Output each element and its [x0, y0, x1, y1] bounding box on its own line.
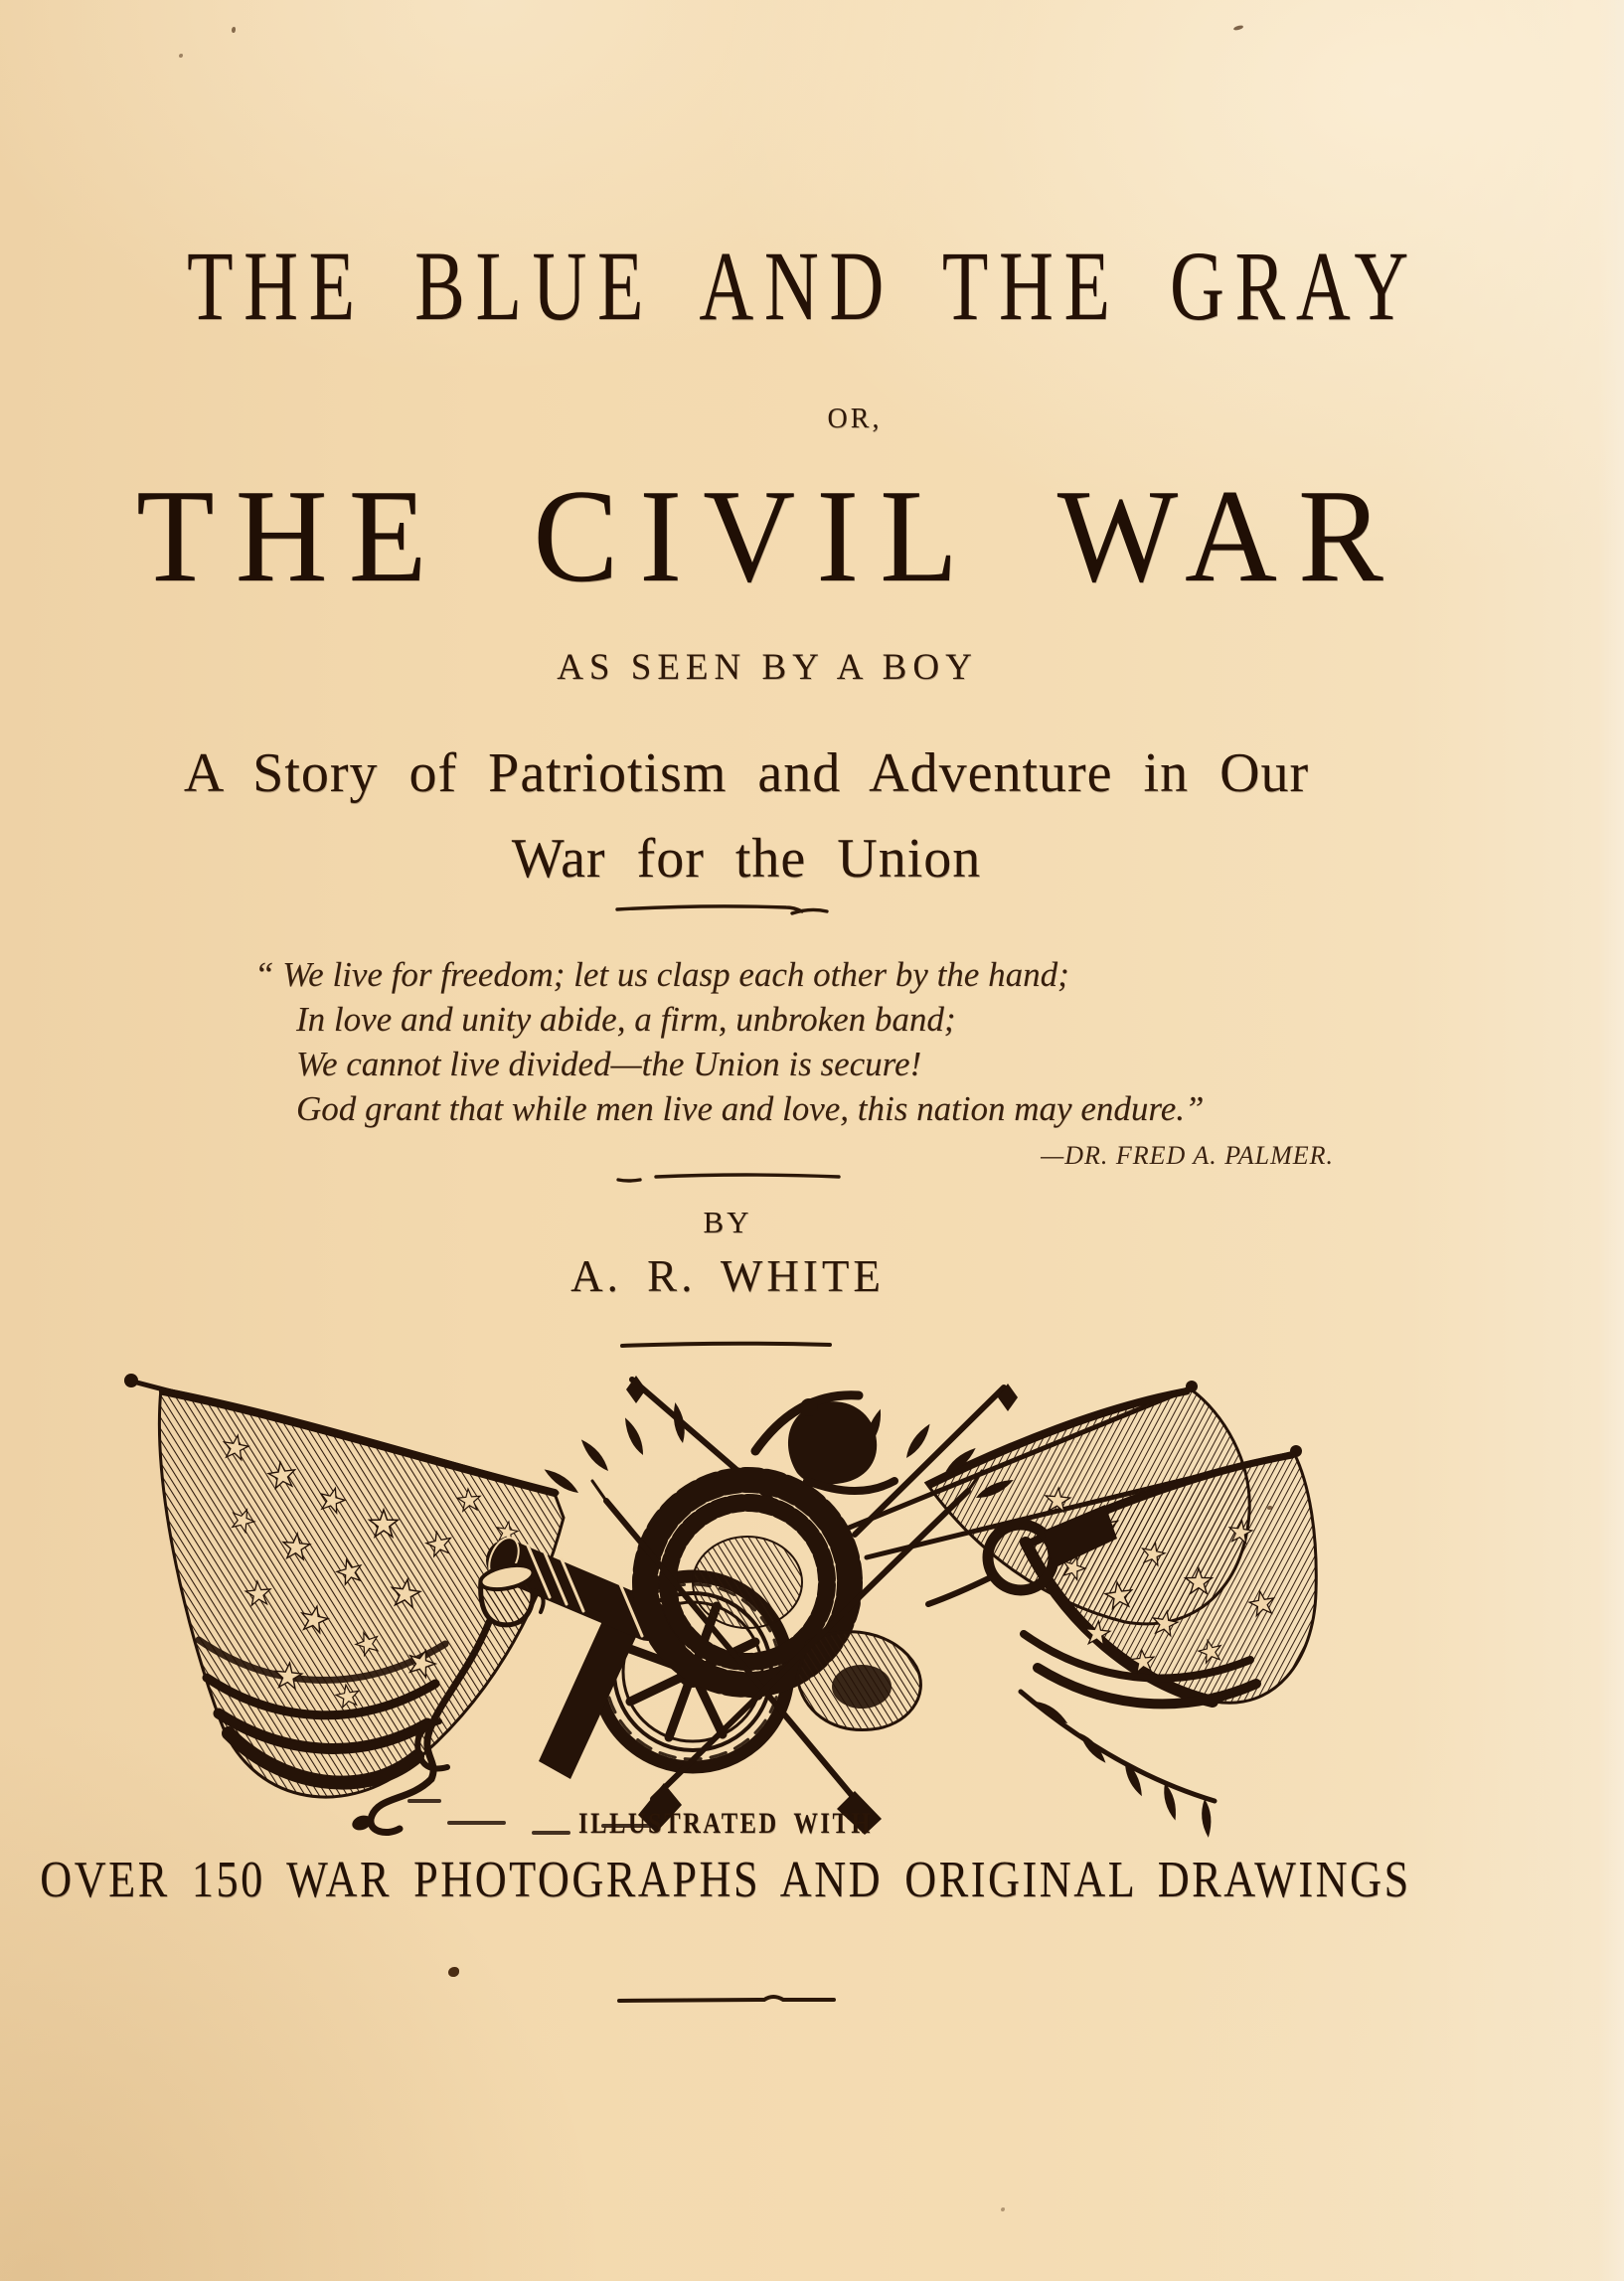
ink-speck	[448, 1967, 459, 1977]
tagline	[184, 731, 1309, 901]
author-name: A. R. WHITE	[570, 1251, 885, 1301]
ink-speck	[179, 54, 183, 58]
tagline-line-1: A Story of Patriotism and Adventure in Our	[183, 742, 1310, 804]
series-title: THE BLUE AND THE GRAY	[187, 231, 1419, 341]
quote-line-3: We cannot live divided—the Union is secure!	[296, 1045, 922, 1083]
tagline-line-2: War for the Union	[511, 828, 982, 890]
divider-rule-3	[620, 1340, 833, 1350]
ink-speck	[232, 27, 236, 33]
by-label: BY	[703, 1205, 752, 1239]
illustrated-with-line: ILLUSTRATED WITH	[578, 1807, 873, 1840]
divider-rule-4	[617, 1992, 838, 2006]
epigraph-quote	[254, 952, 1334, 1178]
ink-speck	[1001, 2207, 1005, 2211]
main-title: THE CIVIL WAR	[136, 462, 1404, 609]
knapsack-cluster	[797, 1632, 920, 1730]
photographs-drawings-line: OVER 150 WAR PHOTOGRAPHS AND ORIGINAL DRAWINGS	[40, 1852, 1411, 1908]
divider-rule-2	[616, 1169, 843, 1183]
divider-rule-1	[615, 900, 830, 916]
quote-line-4: God grant that while men live and love, this nation may endure.”	[296, 1089, 1205, 1128]
war-trophy-vignette	[111, 1374, 1340, 1849]
quote-line-2: In love and unity abide, a firm, unbroken band;	[296, 1000, 956, 1039]
or-label: OR,	[827, 404, 883, 434]
ink-speck	[1233, 25, 1244, 31]
quote-attribution: —DR. FRED A. PALMER.	[1041, 1141, 1334, 1170]
leaf-spray	[1021, 1692, 1215, 1838]
quote-line-1: “ We live for freedom; let us clasp each other by the hand;	[254, 955, 1069, 994]
subtitle-as-seen-by-a-boy: AS SEEN BY A BOY	[557, 647, 978, 688]
